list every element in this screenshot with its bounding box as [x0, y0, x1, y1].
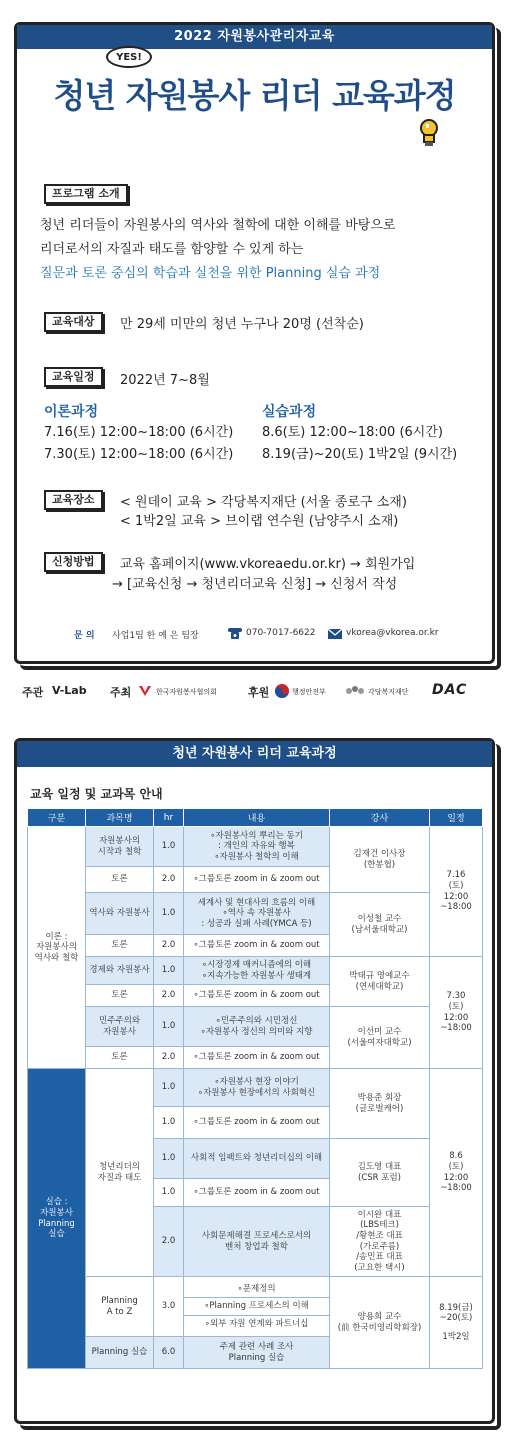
- instructor-cell: 김재건 이사장 (한봉협): [330, 827, 430, 893]
- place-line-1: < 원데이 교육 > 각당복지재단 (서울 종로구 소재): [120, 495, 407, 510]
- table-row: [28, 1277, 483, 1337]
- content-item: ∘문제정의: [184, 1281, 329, 1299]
- content-item: ∘Planning 프로세스의 이해: [184, 1298, 329, 1316]
- table-row: [28, 1007, 483, 1047]
- phone-icon: [228, 628, 242, 639]
- hours-cell: 1.0: [154, 1069, 184, 1107]
- section-theory: 이론 : 자원봉사의 역사와 철학: [28, 827, 86, 1069]
- content-cell: [184, 1277, 330, 1337]
- content-cell: ∘시장경제 매커니즘에의 이해 ∘지속가능한 자원봉사 생태계: [184, 957, 330, 985]
- government-logo-icon: [274, 683, 290, 699]
- header-content: 내용: [184, 809, 330, 827]
- yes-badge: YES!: [106, 46, 152, 68]
- date-cell: 8.6 (토) 12:00 ~18:00: [430, 1069, 483, 1277]
- organizer-name: 한국자원봉사협의회: [156, 688, 217, 696]
- theory-date-2: 7.30(토) 12:00~18:00 (6시간): [44, 447, 234, 462]
- apply-tag: 신청방법: [44, 552, 103, 572]
- foundation-logo-icon: [344, 684, 366, 698]
- instructor-cell: 박태규 명예교수 (연세대학교): [330, 957, 430, 1007]
- section-practice: 실습 : 자원봉사 Planning 실습: [28, 1069, 86, 1369]
- support-name-2: 각당복지재단: [368, 688, 409, 696]
- schedule-banner: 청년 자원봉사 리더 교육과정: [17, 741, 492, 767]
- date-duration: 1박2일: [442, 1331, 470, 1342]
- subject-cell: 토론: [86, 1047, 154, 1069]
- content-cell: ∘자원봉사 현장 이야기 ∘자원봉사 현장에서의 사회혁신: [184, 1069, 330, 1107]
- contact-phone: 070-7017-6622: [246, 628, 316, 638]
- support-name-1: 행정안전부: [292, 688, 326, 696]
- instructor-cell: 이성철 교수 (남서울대학교): [330, 893, 430, 957]
- content-item: ∘외부 자원 연계와 파트너십: [204, 1318, 309, 1329]
- contact-person: 사업1팀 한 예 은 팀장: [112, 631, 199, 641]
- hours-cell: 3.0: [154, 1277, 184, 1337]
- hours-cell: 2.0: [154, 935, 184, 957]
- dac-logo: DAC: [432, 682, 468, 698]
- header-date: 일정: [430, 809, 483, 827]
- content-cell: ∘그룹토론 zoom in & zoom out: [184, 1047, 330, 1069]
- hours-cell: 1.0: [154, 1179, 184, 1207]
- content-cell: 사회적 임팩트와 청년리더십의 이해: [184, 1139, 330, 1179]
- email-icon: [328, 629, 342, 639]
- hours-cell: 1.0: [154, 893, 184, 935]
- intro-line-3: 질문과 토론 중심의 학습과 실천을 위한 Planning 실습 과정: [40, 266, 381, 281]
- subject-cell: 자원봉사의 시작과 철학: [86, 827, 154, 867]
- instructor-cell: 이시완 대표 (LBS테크) /황현조 대표 (가로주름) /송민표 대표 (고요한 택시): [330, 1207, 430, 1277]
- instructor-cell: 양용희 교수 (前 한국비영리학회장): [330, 1277, 430, 1369]
- hours-cell: 2.0: [154, 985, 184, 1007]
- hours-cell: 6.0: [154, 1337, 184, 1369]
- sponsor-bar: [22, 682, 492, 702]
- contact-email: vkorea@vkorea.or.kr: [346, 628, 439, 638]
- target-tag: 교육대상: [44, 312, 103, 332]
- hours-cell: 1.0: [154, 827, 184, 867]
- content-cell: ∘자원봉사의 뿌리는 동기 : 개인의 자유와 행복 ∘자원봉사 철학의 이해: [184, 827, 330, 867]
- table-row: [28, 957, 483, 985]
- subject-cell: 경제와 자원봉사: [86, 957, 154, 985]
- hours-cell: 1.0: [154, 1139, 184, 1179]
- subject-cell: Planning A to Z: [86, 1277, 154, 1337]
- practice-heading: 실습과정: [262, 404, 317, 420]
- intro-line-2: 리더로서의 자질과 태도를 함양할 수 있게 하는: [40, 242, 304, 257]
- table-row: [28, 893, 483, 935]
- hours-cell: 2.0: [154, 1047, 184, 1069]
- apply-line-1: 교육 홈페이지(www.vkoreaedu.or.kr) → 회원가입: [120, 557, 416, 572]
- subject-cell: 토론: [86, 985, 154, 1007]
- intro-line-1: 청년 리더들이 자원봉사의 역사와 철학에 대한 이해를 바탕으로: [40, 218, 396, 233]
- content-cell: ∘그룹토론 zoom in & zoom out: [184, 1107, 330, 1139]
- content-cell: 사회문제해결 프로세스로서의 벤처 창업과 철학: [184, 1207, 330, 1277]
- subject-cell: 청년리더의 자질과 태도: [86, 1069, 154, 1277]
- hours-cell: 2.0: [154, 867, 184, 893]
- program-intro-tag: 프로그램 소개: [44, 184, 128, 204]
- subject-cell: 역사와 자원봉사: [86, 893, 154, 935]
- subject-cell: Planning 실습: [86, 1337, 154, 1369]
- content-cell: ∘민주주의와 시민정신 ∘자원봉사 정신의 의미와 지향: [184, 1007, 330, 1047]
- host-label: 주관: [22, 686, 44, 699]
- header-subject: 과목명: [86, 809, 154, 827]
- date-cell: 7.30 (토) 12:00 ~18:00: [430, 957, 483, 1069]
- page-title: 청년 자원봉사 리더 교육과정: [53, 76, 456, 115]
- support-label: 후원: [248, 686, 270, 699]
- table-row: [28, 827, 483, 867]
- hours-cell: 1.0: [154, 1107, 184, 1139]
- subject-cell: 토론: [86, 867, 154, 893]
- schedule-tag: 교육일정: [44, 367, 103, 387]
- content-cell: 세계사 및 현대사의 흐름의 이해 ∘역사 속 자원봉사 : 성공과 실패 사례(YMCA 등): [184, 893, 330, 935]
- host-name: V-Lab: [52, 684, 87, 697]
- lightbulb-icon: [418, 118, 440, 148]
- content-cell: ∘그룹토론 zoom in & zoom out: [184, 867, 330, 893]
- content-cell: ∘그룹토론 zoom in & zoom out: [184, 1179, 330, 1207]
- schedule-subtitle: 교육 일정 및 교과목 안내: [30, 787, 163, 801]
- place-tag: 교육장소: [44, 490, 103, 510]
- content-cell: ∘그룹토론 zoom in & zoom out: [184, 935, 330, 957]
- organizer-label: 주최: [110, 686, 132, 699]
- subject-cell: 민주주의와 자원봉사: [86, 1007, 154, 1047]
- table-row: [28, 1069, 483, 1107]
- hours-cell: 2.0: [154, 1207, 184, 1277]
- schedule-table: [27, 808, 483, 1369]
- practice-date-1: 8.6(토) 12:00~18:00 (6시간): [262, 425, 443, 440]
- hours-cell: 1.0: [154, 957, 184, 985]
- practice-date-2: 8.19(금)~20(토) 1박2일 (9시간): [262, 447, 458, 462]
- content-cell: ∘그룹토론 zoom in & zoom out: [184, 985, 330, 1007]
- header-category: 구분: [28, 809, 86, 827]
- instructor-cell: 박용준 회장 (글로벌케어): [330, 1069, 430, 1139]
- date-cell: 7.16 (토) 12:00 ~18:00: [430, 827, 483, 957]
- poster-banner: 2022 자원봉사관리자교육: [17, 25, 492, 49]
- subject-cell: 토론: [86, 935, 154, 957]
- place-line-2: < 1박2일 교육 > 브이랩 연수원 (남양주시 소재): [120, 514, 399, 529]
- hours-cell: 1.0: [154, 1007, 184, 1047]
- organizer-logo-icon: [138, 684, 152, 698]
- theory-date-1: 7.16(토) 12:00~18:00 (6시간): [44, 425, 234, 440]
- date-cell: [430, 1277, 483, 1369]
- content-cell: 주제 관련 사례 조사 Planning 실습: [184, 1337, 330, 1369]
- target-text: 만 29세 미만의 청년 누구나 20명 (선착순): [120, 317, 364, 332]
- apply-line-2: → [교육신청 → 청년리더교육 신청] → 신청서 작성: [112, 577, 398, 592]
- instructor-cell: 이선미 교수 (서울여자대학교): [330, 1007, 430, 1069]
- instructor-cell: 김도영 대표 (CSR 포럼): [330, 1139, 430, 1207]
- header-instructor: 강사: [330, 809, 430, 827]
- schedule-text: 2022년 7~8월: [120, 373, 210, 388]
- header-hours: hr: [154, 809, 184, 827]
- theory-heading: 이론과정: [44, 404, 99, 420]
- date-text: 8.19(금) ~20(토): [439, 1302, 473, 1324]
- contact-label: 문 의: [74, 631, 95, 641]
- table-header-row: [28, 809, 483, 827]
